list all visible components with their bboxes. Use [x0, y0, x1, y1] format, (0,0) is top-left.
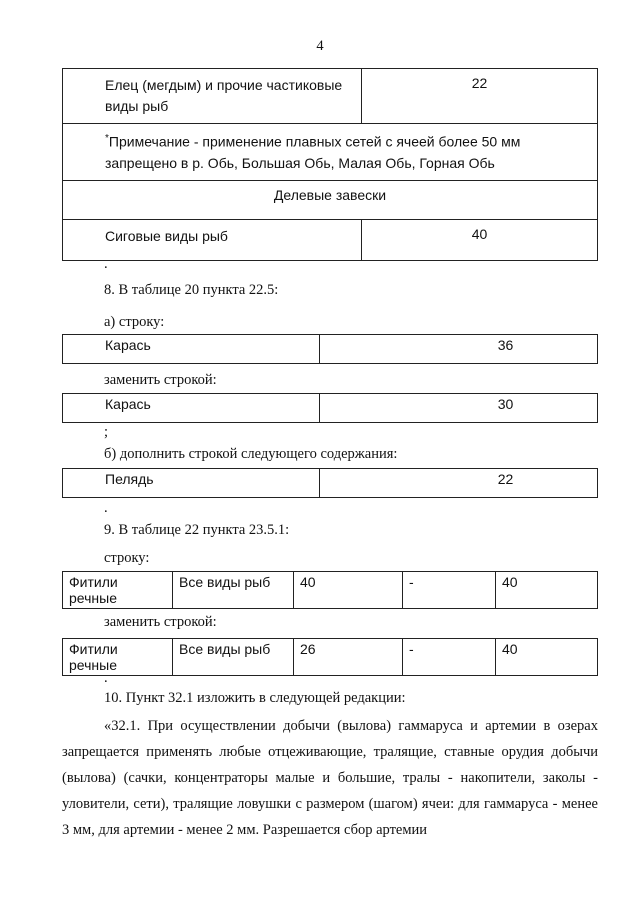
fish-name-cell: Карась — [63, 335, 320, 364]
value-cell: 26 — [294, 639, 403, 676]
row-a-table — [62, 334, 598, 364]
dot-mark: . — [104, 670, 108, 686]
row-9a-table — [62, 571, 598, 609]
fish-name-cell: Карась — [63, 394, 320, 423]
value-cell: 40 — [496, 639, 598, 676]
table-row — [63, 639, 598, 676]
value-cell: 30 — [320, 394, 598, 423]
section-heading: Делевые завески — [63, 180, 598, 219]
semicolon-mark: ; — [104, 424, 109, 440]
table-row — [63, 180, 598, 219]
species-cell: Все виды рыб — [173, 639, 294, 676]
value-cell: 22 — [362, 69, 598, 124]
table-row — [63, 124, 598, 181]
fish-name-cell: Пелядь — [63, 469, 320, 498]
table-row — [63, 219, 598, 260]
table-row — [63, 469, 598, 498]
row-b-table — [62, 468, 598, 498]
fishing-table — [62, 68, 598, 261]
body-paragraph — [62, 713, 598, 843]
row-a2-table — [62, 393, 598, 423]
row-9b-table — [62, 638, 598, 676]
line-label: строку: — [104, 550, 150, 566]
value-cell: 40 — [496, 572, 598, 609]
value-cell: - — [403, 572, 496, 609]
table-row — [63, 394, 598, 423]
page-number: 4 — [316, 38, 324, 54]
subitem-a-label: а) строку: — [104, 314, 165, 330]
value-cell: 22 — [320, 469, 598, 498]
value-cell: 40 — [362, 219, 598, 260]
replace-label: заменить строкой: — [104, 372, 217, 388]
note-cell — [63, 124, 598, 181]
paragraph-text: «32.1. При осуществлении добычи (вылова) гаммаруса и артемии в озерах запрещается применять любые отцеживающие, тралящие, ставные орудия добычи (вылова) (сачки, концентраторы малые и большие, тралы - накопители, заколы - уловители, сети), тралящие ловушки с размером (шагом) ячеи: для гаммаруса - менее 3 мм, для артемии - менее 2 мм. Разрешается сбор артемии — [62, 718, 598, 838]
value-cell: 36 — [320, 335, 598, 364]
table-row — [63, 69, 598, 124]
note-text: Примечание - применение плавных сетей с ячеей более 50 мм запрещено в р. Обь, Большая Обь, Малая Обь, Горная Обь — [105, 133, 521, 171]
table-row — [63, 335, 598, 364]
subitem-b-label: б) дополнить строкой следующего содержания: — [104, 446, 398, 462]
value-cell: - — [403, 639, 496, 676]
fish-name-cell: Сиговые виды рыб — [63, 219, 362, 260]
dot-mark: . — [104, 256, 108, 272]
gear-cell: Фитили речные — [63, 639, 173, 676]
value-cell: 40 — [294, 572, 403, 609]
gear-cell: Фитили речные — [63, 572, 173, 609]
note-mark: * — [105, 133, 109, 144]
replace-label: заменить строкой: — [104, 614, 217, 630]
item-9-heading: 9. В таблице 22 пункта 23.5.1: — [104, 522, 290, 538]
species-cell: Все виды рыб — [173, 572, 294, 609]
item-8-heading: 8. В таблице 20 пункта 22.5: — [104, 282, 279, 298]
table-row — [63, 572, 598, 609]
fish-name-cell: Елец (мегдым) и прочие частиковые виды рыб — [63, 69, 362, 124]
item-10-heading: 10. Пункт 32.1 изложить в следующей редакции: — [104, 690, 406, 706]
dot-mark: . — [104, 500, 108, 516]
